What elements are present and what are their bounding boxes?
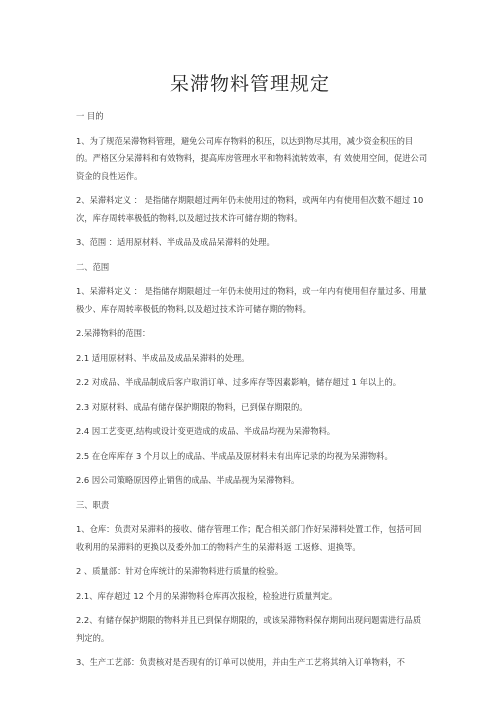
paragraph: 2.1、库存超过 12 个月的呆滞物料仓库再次报检，检验进行质量判定。 [76, 590, 338, 601]
document-title: 呆滞物料管理规定 [169, 73, 330, 95]
paragraph: 2.6 因公司策略原因停止销售的成品、半成品视为呆滞物料。 [76, 475, 300, 485]
document-body [76, 108, 428, 679]
section-heading-scope: 二、范围 [76, 261, 110, 272]
paragraph: 1、仓库：负责对呆滞料的接收、储存管理工作；配合相关部门作好呆滞料处置工作，包括可回收利用的呆滞料的更换以及委外加工的物料产生的呆滞料返 工返修、退换等。 [76, 524, 422, 552]
paragraph: 2.5 在仓库库存 3 个月以上的成品、半成品及原材料未有出库记录的均视为呆滞物料。 [76, 450, 393, 461]
paragraph: 2.2、有储存保护期限的物料并且已到保存期限的，或该呆滞物料保存期间出现问题需进行品质判定的。 [76, 615, 422, 643]
paragraph: 1、为了规范呆滞物料管理，避免公司库存物料的积压，以达到物尽其用，减少资金积压的目的。严格区分呆滞料和有效物料，提高库房管理水平和物料流转效率，有 效使用空间，促进公司资金的良性运作。 [76, 135, 428, 181]
section-heading-responsibilities: 三、职责 [76, 499, 110, 510]
paragraph: 2 、质量部：针对仓库统计的呆滞物料进行质量的检验。 [76, 566, 284, 576]
paragraph: 2.2 对成品、半成品制成后客户取消订单、过多库存等因素影响，储存超过 1 年以上的。 [76, 377, 402, 387]
paragraph: 2.3 对原材料、成品有储存保护期限的物料，已到保存期限的。 [76, 401, 308, 412]
paragraph: 2、呆滞料定义 ： 是指储存期限超过两年仍未使用过的物料，或两年内有使用但次数不超过 10 次，库存周转率极低的物料,以及超过技术许可储存期的物料。 [76, 195, 426, 223]
paragraph: 3、生产工艺部：负责核对是否现有的订单可以使用，并由生产工艺将其纳入订单物料，不 [76, 657, 405, 667]
paragraph: 3、范围 ：适用原材料、半成品及成品呆滞料的处理。 [76, 237, 275, 247]
section-heading-purpose: 一 目的 [76, 111, 104, 121]
paragraph: 2.4 因工艺变更,结构或设计变更造成的成品、半成品均视为呆滞物料。 [76, 426, 336, 436]
paragraph: 2.呆滞物料的范围： [76, 328, 151, 338]
paragraph: 2.1 适用原材料、半成品及成品呆滞料的处理。 [76, 352, 250, 363]
paragraph: 1、呆滞料定义 ： 是指储存期限超过一年仍未使用过的物料，或一年内有使用但存量过多、用量极少、库存周转率极低的物料,以及超过技术许可储存期的物料。 [76, 286, 427, 314]
